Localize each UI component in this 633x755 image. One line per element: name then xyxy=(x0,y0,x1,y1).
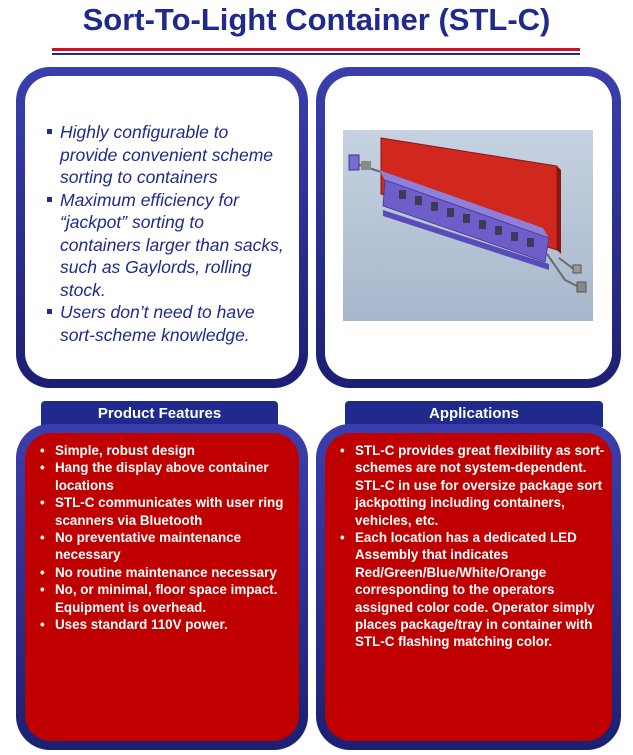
intro-bullet-text: Highly configurable to provide convenient scheme sorting to containers xyxy=(60,122,274,187)
intro-bullet xyxy=(47,189,289,302)
intro-panel xyxy=(16,67,308,388)
stl-c-device-illustration xyxy=(343,130,593,321)
intro-bullet xyxy=(47,121,289,189)
square-bullet-icon xyxy=(47,197,52,202)
intro-panel-body xyxy=(25,76,299,379)
feature-text: No, or minimal, floor space impact. Equipment is overhead. xyxy=(55,582,278,615)
application-item: • Each location has a dedicated LED Assembly that indicates Red/Green/Blue/White/Orange corresponding to the operators assigned color code. Operator simply places package/tray in container with STL-C flashing matching color. xyxy=(340,530,595,650)
feature-item: • Uses standard 110V power. xyxy=(40,617,228,633)
product-features-panel xyxy=(16,424,308,750)
application-text: Each location has a dedicated LED Assembly that indicates Red/Green/Blue/White/Orange corresponding to the operators assigned color code. Operator simply places package/tray in container with STL-C flashing matching color. xyxy=(355,530,595,650)
product-features-body xyxy=(25,433,299,741)
product-features-heading: Product Features xyxy=(41,401,278,427)
intro-bullet-text: Maximum efficiency for “jackpot” sorting to containers larger than sacks, such as Gaylords, rolling stock. xyxy=(60,189,284,300)
product-features-list xyxy=(39,442,293,633)
feature-item: • No preventative maintenance necessary xyxy=(40,530,242,563)
square-bullet-icon xyxy=(47,129,52,134)
intro-bullet-list xyxy=(47,121,289,346)
intro-bullet-text: Users don’t need to have sort-scheme knowledge. xyxy=(60,302,255,345)
feature-item: • No routine maintenance necessary xyxy=(40,564,277,580)
feature-text: Hang the display above container locations xyxy=(55,460,269,493)
feature-text: Uses standard 110V power. xyxy=(55,617,228,633)
image-panel xyxy=(316,67,621,388)
square-bullet-icon xyxy=(47,309,52,314)
application-text: STL-C provides great flexibility as sort-schemes are not system-dependent. STL-C in use for oversize package sort jackpotting including containers, vehicles, etc. xyxy=(355,443,605,528)
applications-body xyxy=(325,433,612,741)
image-panel-body xyxy=(325,76,612,379)
page-title: Sort-To-Light Container (STL-C) xyxy=(82,2,551,37)
feature-item: • Hang the display above container locations xyxy=(40,460,269,493)
product-render-image xyxy=(343,130,593,321)
feature-text: Simple, robust design xyxy=(55,443,195,458)
feature-item: • Simple, robust design xyxy=(40,443,195,458)
feature-text: STL-C communicates with user ring scanners via Bluetooth xyxy=(55,495,284,528)
application-item: • STL-C provides great flexibility as sort-schemes are not system-dependent. STL-C in use for oversize package sort jackpotting including containers, vehicles, etc. xyxy=(340,443,605,528)
applications-panel xyxy=(316,424,621,750)
feature-item: • STL-C communicates with user ring scanners via Bluetooth xyxy=(40,495,284,528)
intro-bullet xyxy=(47,301,289,346)
title-underline-blue xyxy=(52,53,580,55)
applications-heading: Applications xyxy=(345,401,603,427)
title-underline-red xyxy=(52,48,580,51)
applications-list xyxy=(339,442,606,651)
feature-item: • No, or minimal, floor space impact. Equipment is overhead. xyxy=(40,582,278,615)
feature-text: No routine maintenance necessary xyxy=(55,564,277,580)
feature-text: No preventative maintenance necessary xyxy=(55,530,242,563)
